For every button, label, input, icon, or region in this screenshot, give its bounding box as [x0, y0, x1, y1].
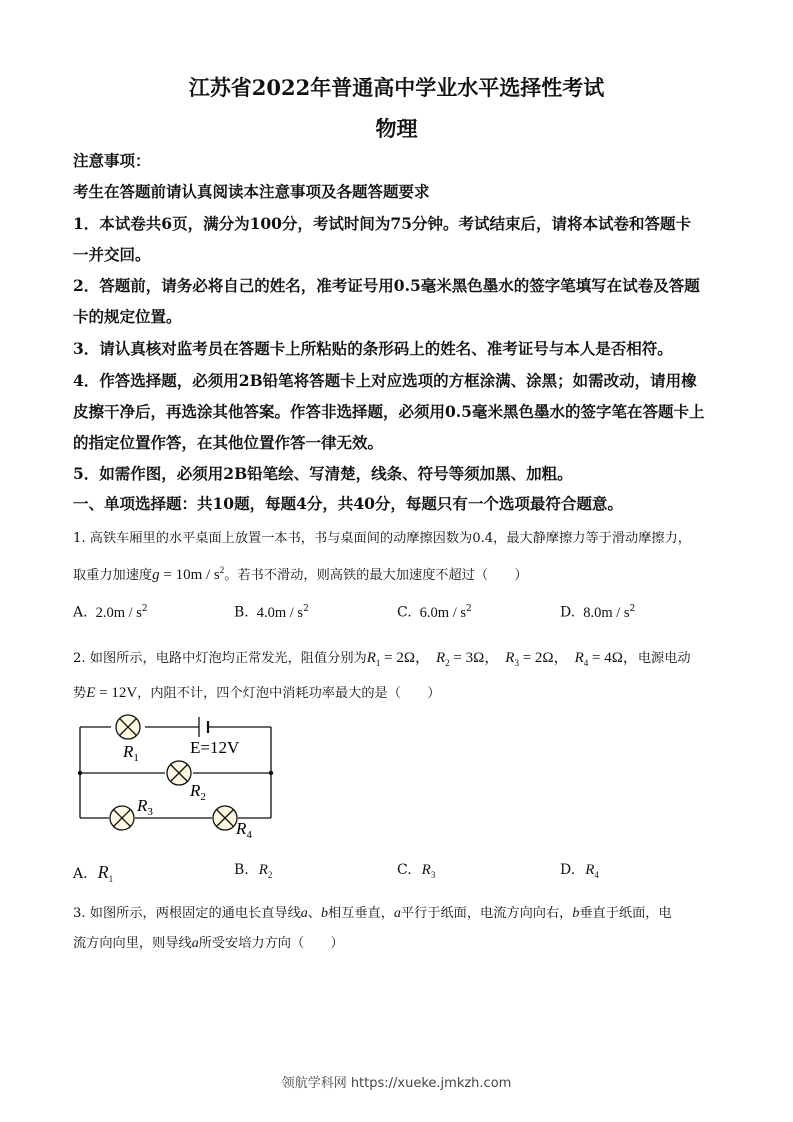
section-heading: 一、单项选择题：共10题，每题4分，共40分，每题只有一个选项最符合题意。: [73, 494, 623, 513]
notice-item-4-line-1: 4．作答选择题，必须用2B铅笔将答题卡上对应选项的方框涂满、涂黑；如需改动，请用橡: [73, 371, 697, 390]
notice-item-1-line-1: 1．本试卷共6页，满分为100分，考试时间为75分钟。考试结束后，请将本试卷和答题卡: [73, 214, 691, 233]
lamp-r1-icon: [116, 715, 140, 739]
label-r4: $R_4$: [236, 819, 252, 841]
q1-option-c[interactable]: C. $6.0m / s^2$: [397, 604, 472, 621]
notice-item-2-line-2: 卡的规定位置。: [73, 307, 182, 326]
q2-r3-value: $R_3 = 2\Omega$，: [505, 650, 569, 668]
notice-intro: 考生在答题前请认真阅读本注意事项及各题答题要求: [73, 182, 430, 201]
q2-line-2: 势E = 12V，内阻不计，四个灯泡中消耗功率最大的是（ ）: [73, 685, 441, 701]
q1-line-2-suffix: 。若书不滑动，则高铁的最大加速度不超过（ ）: [224, 568, 528, 583]
junction-right: [269, 771, 273, 775]
notice-item-1-line-2: 一并交回。: [73, 245, 151, 264]
footer-watermark: 领航学科网 https://xueke.jmkzh.com: [281, 1076, 512, 1091]
q2-emf-value: E = 12V: [86, 685, 138, 701]
q1-option-a[interactable]: A. $2.0m / s^2$: [73, 604, 148, 621]
label-r2: $R_2$: [190, 781, 206, 803]
q2-option-d[interactable]: D. $R_4$: [560, 862, 599, 880]
label-r1: $R_1$: [123, 742, 139, 764]
lamp-r3-icon: [110, 806, 134, 830]
label-r3: $R_3$: [137, 796, 153, 818]
q1-option-b[interactable]: B. $4.0m / s^2$: [234, 604, 309, 621]
label-emf: E=12V: [190, 738, 240, 757]
q2-r1-value: $R_1 = 2\Omega$，: [366, 650, 430, 668]
junction-left: [78, 771, 82, 775]
q2-r2-value: $R_2 = 3\Omega$，: [436, 650, 500, 668]
notice-item-2-line-1: 2．答题前，请务必将自己的姓名，准考证号用0.5毫米黑色墨水的签字笔填写在试卷及答题: [73, 276, 700, 295]
q2-r4-value: $R_4 = 4\Omega$，: [574, 650, 638, 668]
lamp-r2-icon: [167, 761, 191, 785]
notice-item-5: 5．如需作图，必须用2B铅笔绘、写清楚，线条、符号等须加黑、加粗。: [73, 464, 573, 483]
q3-line-1: 3. 如图所示，两根固定的通电长直导线a、b相互垂直，a平行于纸面，电流方向向右，b垂直于纸面，电: [73, 906, 672, 921]
notice-item-4-line-3: 的指定位置作答，在其他位置作答一律无效。: [73, 433, 384, 452]
q2-option-b[interactable]: B. $R_2$: [234, 862, 273, 880]
q3-line-2: 流方向向里，则导线a所受安培力方向（ ）: [73, 936, 344, 951]
notice-item-4-line-2: 皮擦干净后，再选涂其他答案。作答非选择题，必须用0.5毫米黑色墨水的签字笔在答题卡上: [73, 402, 705, 421]
circuit-diagram: [70, 708, 285, 843]
q2-option-c[interactable]: C. $R_3$: [397, 862, 436, 880]
q1-line-2-prefix: 取重力加速度: [73, 568, 153, 583]
q2-option-a[interactable]: A. $R_1$: [73, 862, 114, 884]
battery-icon: [199, 717, 208, 737]
q2-line-1: 2. 如图所示，电路中灯泡均正常发光，阻值分别为$R_1 = 2\Omega$， $R_2 = 3\Omega$， $R_3 = 2\Omega$， $R_4 = 4\Omega$，电源电动: [73, 650, 691, 668]
q1-line-1: 1. 高铁车厢里的水平桌面上放置一本书，书与桌面间的动摩擦因数为0.4，最大静摩擦力等于滑动摩擦力，: [73, 531, 691, 546]
exam-title: 江苏省2022年普通高中学业水平选择性考试: [188, 75, 605, 100]
q1-option-d[interactable]: D. $8.0m / s^2$: [560, 604, 636, 621]
lamp-r4-icon: [213, 806, 237, 830]
q1-line-2: [73, 564, 528, 584]
notice-item-3: 3．请认真核对监考员在答题卡上所粘贴的条形码上的姓名、准考证号与本人是否相符。: [73, 339, 673, 358]
notice-heading: 注意事项：: [73, 151, 151, 170]
subject-title: 物理: [375, 116, 418, 141]
q1-gravity-formula: $g = 10m / s^2$: [152, 565, 225, 583]
